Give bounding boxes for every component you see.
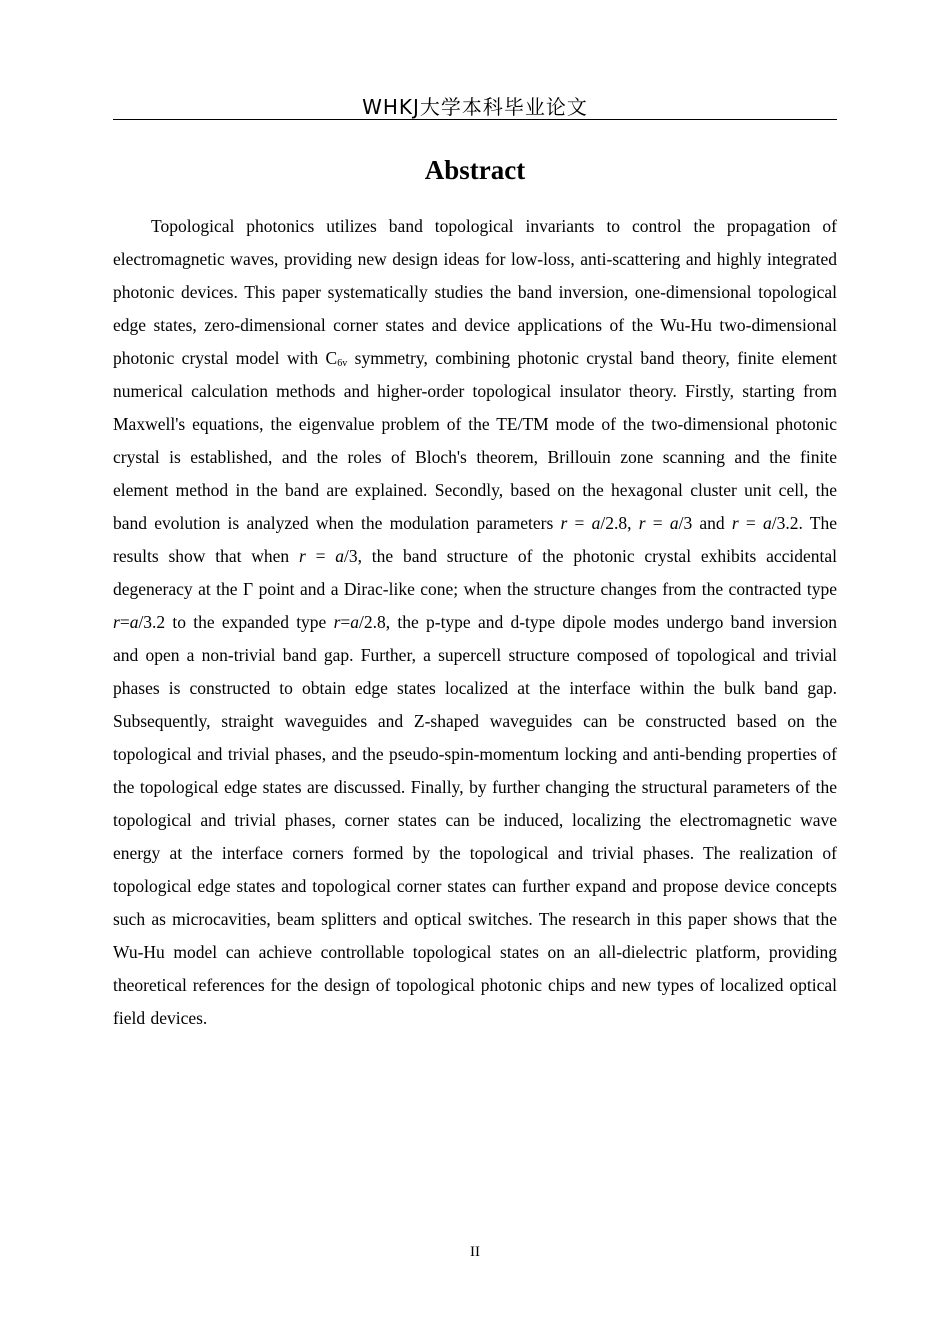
variable-r: r (560, 513, 568, 533)
abstract-text: Topological photonics utilizes band topological invariants to control the propagation of electromagnetic waves, providing new design ideas for low-loss, anti-scattering and highly integrated photonic devices. This paper systematically studies the band inversion, one-dimensional topological edge states, zero-dimensional corner states and device applications of the Wu-Hu two-dimensional photonic crystal model with C (113, 216, 837, 368)
abstract-text: = (340, 612, 351, 632)
abstract-text: = (305, 546, 336, 566)
variable-a: a (669, 513, 679, 533)
variable-a: a (763, 513, 772, 533)
variable-a: a (591, 513, 601, 533)
abstract-text: /3 and (678, 513, 732, 533)
abstract-text: /3, the band structure of the photonic crystal exhibits accidental degeneracy at the Γ point and a Dirac-like cone; when the structure changes from the contracted type (113, 546, 837, 599)
abstract-title: Abstract (424, 155, 526, 185)
variable-r: r (298, 546, 306, 566)
variable-a: a (335, 546, 345, 566)
variable-a: a (129, 612, 139, 632)
variable-r: r (638, 513, 646, 533)
variable-r: r (113, 612, 120, 632)
abstract-text: /2.8, (600, 513, 639, 533)
abstract-text: /3.2 to the expanded type (138, 612, 334, 632)
symmetry-subscript: 6v (337, 358, 348, 369)
abstract-text: /3.2. The results show that when (113, 513, 838, 566)
header-rule (113, 119, 837, 120)
variable-a: a (350, 612, 360, 632)
variable-r: r (333, 612, 341, 632)
abstract-text: /2.8, the p-type and d-type dipole modes undergo band inversion and open a non-trivial band gap. Further, a supercell structure composed of topological and trivial phases is constructed to obtain edge states localized at the interface within the bulk band gap. Subsequently, straight waveguides and Z-shaped waveguides can be constructed based on the topological and trivial phases, and the pseudo-spin-momentum locking and anti-bending properties of the topological edge states are discussed. Finally, by further changing the structural parameters of the topological and trivial phases, corner states can be induced, localizing the electromagnetic wave energy at the interface corners formed by the topological and trivial phases. The realization of topological edge states and topological corner states can further expand and propose device concepts such as microcavities, beam splitters and optical switches. The research in this paper shows that the Wu-Hu model can achieve controllable topological states on an all-dielectric platform, providing theoretical references for the design of topological photonic chips and new types of localized optical field devices. (113, 612, 837, 1028)
abstract-text: = (567, 513, 592, 533)
abstract-body (113, 210, 837, 1035)
abstract-text: symmetry, combining photonic crystal band theory, finite element numerical calculation methods and higher-order topological insulator theory. Firstly, starting from Maxwell's equations, the eigenvalue problem of the TE/TM mode of the two-dimensional photonic crystal is established, and the roles of Bloch's theorem, Brillouin zone scanning and the finite element method in the band are explained. Secondly, based on the hexagonal cluster unit cell, the band evolution is analyzed when the modulation parameters (113, 348, 837, 533)
page-number: II (470, 1244, 480, 1260)
abstract-text: = (645, 513, 670, 533)
abstract-text: = (738, 513, 764, 533)
variable-r: r (731, 513, 739, 533)
abstract-text: = (119, 612, 130, 632)
running-header: WHKJ大学本科毕业论文 (362, 95, 588, 119)
